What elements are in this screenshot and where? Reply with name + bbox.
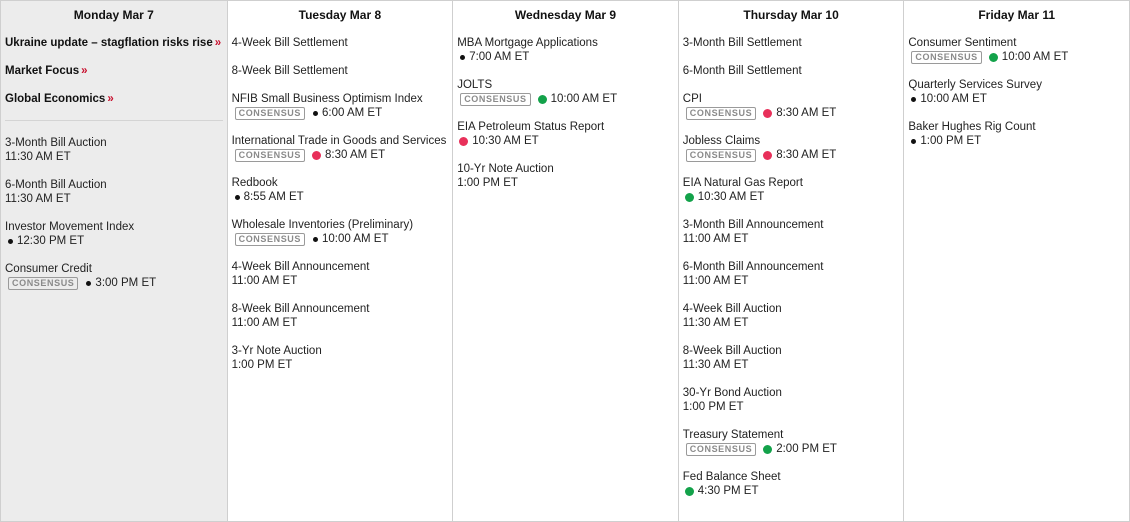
calendar-event — [232, 92, 449, 120]
importance-dot-icon — [763, 445, 772, 454]
event-time: 11:30 AM ET — [5, 151, 71, 163]
event-time: 10:00 AM ET — [1001, 51, 1069, 63]
event-time: 11:00 AM ET — [682, 275, 749, 287]
calendar-event — [683, 134, 900, 162]
importance-dot-icon — [313, 237, 318, 242]
chevron-right-icon: » — [107, 93, 114, 105]
event-name-link[interactable]: Redbook — [231, 177, 278, 189]
event-meta — [683, 358, 900, 372]
chevron-right-icon: » — [214, 37, 222, 49]
day-header: Thursday Mar 10 — [743, 8, 839, 22]
calendar-event — [683, 428, 900, 456]
calendar-event — [683, 92, 900, 120]
event-time: 12:30 PM ET — [17, 235, 85, 247]
importance-dot-icon — [313, 111, 318, 116]
event-name-link[interactable]: 4-Week Bill Auction — [682, 303, 782, 315]
event-time: 4:30 PM ET — [697, 485, 759, 497]
event-meta — [232, 190, 449, 204]
calendar-event — [457, 78, 674, 106]
calendar-event — [5, 136, 223, 164]
chevron-right-icon: » — [81, 65, 88, 77]
calendar-event — [232, 260, 449, 288]
event-name-link[interactable]: NFIB Small Business Optimism Index — [231, 93, 423, 105]
event-meta — [232, 358, 449, 372]
event-time: 1:00 PM ET — [231, 359, 293, 371]
calendar-event — [232, 64, 449, 78]
event-time: 7:00 AM ET — [469, 51, 530, 63]
event-meta — [457, 176, 674, 190]
day-header: Tuesday Mar 8 — [298, 8, 382, 22]
event-time: 10:00 AM ET — [550, 93, 618, 105]
event-meta — [5, 276, 223, 290]
feature-link-label: Ukraine update – stagflation risks rise — [5, 37, 213, 49]
consensus-badge[interactable]: CONSENSUS — [911, 51, 981, 64]
consensus-badge[interactable]: CONSENSUS — [235, 107, 305, 120]
feature-link[interactable] — [5, 64, 223, 78]
event-meta — [908, 50, 1125, 64]
event-time: 11:00 AM ET — [231, 317, 298, 329]
calendar-event — [5, 178, 223, 206]
day-column-thursday — [679, 1, 905, 521]
consensus-badge[interactable]: CONSENSUS — [235, 149, 305, 162]
feature-link-label: Market Focus — [5, 65, 80, 77]
event-name-link[interactable]: 10-Yr Note Auction — [457, 163, 554, 175]
event-meta — [232, 106, 449, 120]
day-column-tuesday — [228, 1, 454, 521]
consensus-badge[interactable]: CONSENSUS — [686, 107, 756, 120]
event-meta — [457, 134, 674, 148]
event-time: 1:00 PM ET — [682, 401, 744, 413]
event-meta — [683, 232, 900, 246]
importance-dot-icon — [763, 151, 772, 160]
consensus-badge[interactable]: CONSENSUS — [686, 443, 756, 456]
calendar-event — [232, 218, 449, 246]
event-time: 8:30 AM ET — [776, 107, 837, 119]
event-time: 10:00 AM ET — [920, 93, 987, 105]
event-name-link[interactable]: MBA Mortgage Applications — [457, 37, 598, 49]
calendar-event — [683, 176, 900, 204]
event-time: 10:30 AM ET — [472, 135, 539, 147]
calendar-event — [232, 134, 449, 162]
day-column-wednesday — [453, 1, 679, 521]
calendar-event — [232, 344, 449, 372]
calendar-event — [683, 470, 900, 498]
importance-dot-icon — [538, 95, 547, 104]
day-column-monday — [1, 1, 228, 521]
event-name-link[interactable]: EIA Petroleum Status Report — [457, 121, 605, 133]
event-name-link[interactable]: 8-Week Bill Auction — [682, 345, 782, 357]
importance-dot-icon — [86, 281, 91, 286]
consensus-badge[interactable]: CONSENSUS — [235, 233, 305, 246]
event-name-link[interactable]: Baker Hughes Rig Count — [908, 121, 1036, 133]
event-time: 2:00 PM ET — [776, 443, 837, 455]
event-meta — [683, 484, 900, 498]
event-meta — [457, 92, 674, 106]
event-meta — [683, 106, 900, 120]
divider — [5, 120, 223, 121]
calendar-event — [232, 176, 449, 204]
event-time: 3:00 PM ET — [95, 277, 157, 289]
consensus-badge[interactable]: CONSENSUS — [8, 277, 78, 290]
event-time: 11:30 AM ET — [682, 317, 749, 329]
day-header: Wednesday Mar 9 — [514, 8, 617, 22]
event-name-link[interactable]: 3-Month Bill Settlement — [682, 37, 802, 49]
event-name-link[interactable]: 6-Month Bill Settlement — [682, 65, 802, 77]
event-name-link[interactable]: Quarterly Services Survey — [908, 79, 1042, 91]
event-time: 1:00 PM ET — [920, 135, 982, 147]
event-time: 10:30 AM ET — [697, 191, 765, 203]
event-name-link[interactable]: 4-Week Bill Announcement — [231, 261, 370, 273]
event-time: 11:30 AM ET — [682, 359, 749, 371]
event-name-link[interactable]: 8-Week Bill Announcement — [231, 303, 370, 315]
event-name-link[interactable]: Consumer Sentiment — [908, 37, 1017, 49]
event-name-link[interactable]: 6-Month Bill Auction — [5, 179, 107, 191]
event-time: 11:00 AM ET — [682, 233, 749, 245]
feature-link[interactable] — [5, 92, 223, 106]
day-column-friday — [904, 1, 1129, 521]
event-meta — [683, 148, 900, 162]
event-name-link[interactable]: Fed Balance Sheet — [682, 471, 781, 483]
event-name-link[interactable]: 4-Week Bill Settlement — [231, 37, 348, 49]
event-name-link[interactable]: 30-Yr Bond Auction — [682, 387, 782, 399]
event-meta — [232, 232, 449, 246]
event-meta — [5, 234, 223, 248]
event-name-link[interactable]: CPI — [682, 93, 702, 105]
day-header: Monday Mar 7 — [73, 8, 154, 22]
importance-dot-icon — [989, 53, 998, 62]
importance-dot-icon — [763, 109, 772, 118]
event-meta — [683, 400, 900, 414]
event-meta — [457, 50, 674, 64]
importance-dot-icon — [911, 139, 916, 144]
calendar-event — [908, 78, 1125, 106]
event-name-link[interactable]: Wholesale Inventories (Preliminary) — [231, 219, 414, 231]
event-name-link[interactable]: 3-Month Bill Auction — [5, 137, 107, 149]
calendar-event — [683, 344, 900, 372]
importance-dot-icon — [459, 137, 468, 146]
calendar-event — [5, 262, 223, 290]
event-name-link[interactable]: International Trade in Goods and Services — [231, 135, 447, 147]
event-name-link[interactable]: Investor Movement Index — [5, 221, 135, 233]
consensus-badge[interactable]: CONSENSUS — [686, 149, 756, 162]
calendar-event — [683, 218, 900, 246]
calendar-event — [683, 302, 900, 330]
calendar-event — [683, 260, 900, 288]
event-meta — [5, 150, 223, 164]
consensus-badge[interactable]: CONSENSUS — [460, 93, 530, 106]
event-name-link[interactable]: 6-Month Bill Announcement — [682, 261, 824, 273]
calendar-event — [232, 36, 449, 50]
event-time: 8:30 AM ET — [325, 149, 386, 161]
day-header: Friday Mar 11 — [978, 8, 1056, 22]
event-time: 11:00 AM ET — [231, 275, 298, 287]
event-name-link[interactable]: Jobless Claims — [682, 135, 761, 147]
importance-dot-icon — [911, 97, 916, 102]
importance-dot-icon — [685, 487, 694, 496]
event-name-link[interactable]: Consumer Credit — [5, 263, 92, 275]
event-name-link[interactable]: 3-Yr Note Auction — [231, 345, 322, 357]
event-meta — [232, 148, 449, 162]
event-meta — [5, 192, 223, 206]
importance-dot-icon — [312, 151, 321, 160]
event-time: 10:00 AM ET — [322, 233, 389, 245]
event-meta — [683, 442, 900, 456]
calendar-event — [683, 64, 900, 78]
event-time: 11:30 AM ET — [5, 193, 71, 205]
feature-link-label: Global Economics — [5, 93, 106, 105]
event-meta — [683, 274, 900, 288]
event-name-link[interactable]: EIA Natural Gas Report — [682, 177, 803, 189]
event-time: 8:55 AM ET — [243, 191, 304, 203]
event-time: 8:30 AM ET — [776, 149, 837, 161]
calendar-event — [457, 36, 674, 64]
importance-dot-icon — [685, 193, 694, 202]
calendar-event — [5, 220, 223, 248]
event-name-link[interactable]: JOLTS — [457, 79, 493, 91]
event-meta — [908, 134, 1125, 148]
event-name-link[interactable]: 3-Month Bill Announcement — [682, 219, 824, 231]
calendar-event — [683, 386, 900, 414]
event-name-link[interactable]: Treasury Statement — [682, 429, 784, 441]
event-meta — [232, 316, 449, 330]
calendar-event — [683, 36, 900, 50]
calendar-event — [908, 120, 1125, 148]
event-meta — [232, 274, 449, 288]
importance-dot-icon — [8, 239, 13, 244]
calendar-event — [908, 36, 1125, 64]
event-time: 1:00 PM ET — [457, 177, 518, 189]
importance-dot-icon — [460, 55, 465, 60]
event-meta — [908, 92, 1125, 106]
event-time: 6:00 AM ET — [322, 107, 383, 119]
event-meta — [683, 190, 900, 204]
event-meta — [683, 316, 900, 330]
calendar-event — [232, 302, 449, 330]
feature-link[interactable] — [5, 36, 223, 50]
importance-dot-icon — [235, 195, 240, 200]
calendar-event — [457, 120, 674, 148]
calendar-event — [457, 162, 674, 190]
event-name-link[interactable]: 8-Week Bill Settlement — [231, 65, 348, 77]
